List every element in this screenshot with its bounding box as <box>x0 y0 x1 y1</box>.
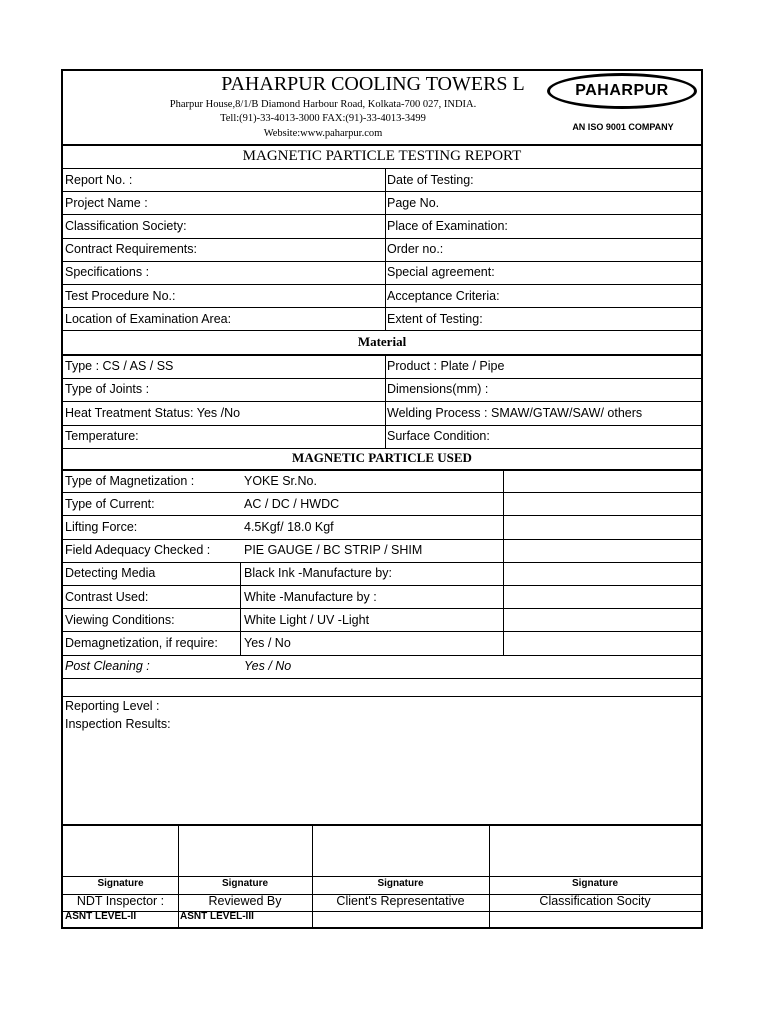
particle-label: Type of Current: <box>65 496 155 511</box>
inspection-results-area[interactable] <box>63 739 701 824</box>
particle-label: Field Adequacy Checked : <box>65 543 211 558</box>
iso-company-text: AN ISO 9001 COMPANY <box>572 122 674 132</box>
material-label-right[interactable]: Dimensions(mm) : <box>387 382 489 396</box>
general-label-right[interactable]: Place of Examination: <box>387 218 508 233</box>
paharpur-logo <box>547 73 697 109</box>
general-label-right[interactable]: Acceptance Criteria: <box>387 288 500 303</box>
company-website: Website:www.paharpur.com <box>263 128 383 139</box>
particle-label: Detecting Media <box>65 566 156 581</box>
general-label-right[interactable]: Date of Testing: <box>387 172 474 187</box>
general-label-left[interactable]: Location of Examination Area: <box>65 311 232 326</box>
particle-label: Post Cleaning : <box>65 659 150 674</box>
material-label-left[interactable]: Temperature: <box>65 429 139 443</box>
general-label-left[interactable]: Test Procedure No.: <box>65 288 176 303</box>
signature-box[interactable] <box>312 824 489 876</box>
company-name: PAHARPUR COOLING TOWERS L <box>221 73 525 95</box>
material-label-right[interactable]: Surface Condition: <box>387 429 490 443</box>
general-label-right[interactable]: Page No. <box>387 195 440 210</box>
material-label-right[interactable]: Welding Process : SMAW/GTAW/SAW/ others <box>387 405 643 420</box>
particle-value[interactable]: 4.5Kgf/ 18.0 Kgf <box>244 519 334 534</box>
report-title: MAGNETIC PARTICLE TESTING REPORT <box>242 148 522 164</box>
particle-value[interactable]: AC / DC / HWDC <box>244 496 340 511</box>
general-label-left[interactable]: Specifications : <box>65 265 150 280</box>
general-label-right[interactable]: Special agreement: <box>387 265 495 280</box>
general-label-left[interactable]: Report No. : <box>65 172 133 187</box>
particle-value[interactable]: YOKE Sr.No. <box>244 473 317 488</box>
signature-box[interactable] <box>489 824 701 876</box>
general-label-left[interactable]: Project Name : <box>65 195 148 210</box>
mpt-report-form <box>61 69 703 929</box>
particle-label: Type of Magnetization : <box>65 473 195 488</box>
material-label-right[interactable]: Product : Plate / Pipe <box>387 358 505 373</box>
particle-value[interactable]: Yes / No <box>244 659 292 674</box>
signature-caption: Signature <box>97 878 144 889</box>
signatory-role: Reviewed By <box>208 894 282 908</box>
inspection-results-label: Inspection Results: <box>65 717 171 731</box>
particle-value[interactable]: Black Ink -Manufacture by: <box>244 566 392 581</box>
particle-label: Demagnetization, if require: <box>65 635 218 650</box>
general-label-left[interactable]: Classification Society: <box>65 218 187 233</box>
signature-caption: Signature <box>377 878 424 889</box>
general-label-right[interactable]: Order no.: <box>387 242 444 257</box>
signature-box[interactable] <box>178 824 312 876</box>
particle-label: Contrast Used: <box>65 589 149 604</box>
general-label-left[interactable]: Contract Requirements: <box>65 242 198 257</box>
material-label-left[interactable]: Type of Joints : <box>65 382 150 396</box>
general-label-right[interactable]: Extent of Testing: <box>387 311 483 326</box>
signatory-role: NDT Inspector : <box>76 894 165 908</box>
material-label-left[interactable]: Type : CS / AS / SS <box>65 358 174 373</box>
material-heading: Material <box>357 334 407 349</box>
particle-label: Viewing Conditions: <box>65 612 175 627</box>
company-address: Pharpur House,8/1/B Diamond Harbour Road, Kolkata-700 027, INDIA. <box>169 99 477 110</box>
signatory-role: Classification Socity <box>539 894 651 908</box>
signature-caption: Signature <box>571 878 619 889</box>
asnt-level: ASNT LEVEL-II <box>65 911 137 922</box>
particle-value[interactable]: White Light / UV -Light <box>244 612 370 627</box>
particle-value[interactable]: PIE GAUGE / BC STRIP / SHIM <box>244 543 423 558</box>
company-phone: Tell:(91)-33-4013-3000 FAX:(91)-33-4013-3499 <box>220 113 426 124</box>
signature-caption: Signature <box>221 878 269 889</box>
particle-label: Lifting Force: <box>65 519 138 534</box>
material-label-left[interactable]: Heat Treatment Status: Yes /No <box>65 405 241 420</box>
signature-box[interactable] <box>63 824 178 876</box>
signatory-role: Client's Representative <box>336 894 465 908</box>
reporting-level-label: Reporting Level : <box>65 699 160 713</box>
asnt-level: ASNT LEVEL-III <box>180 911 254 922</box>
particle-value[interactable]: Yes / No <box>244 635 291 650</box>
particle-heading: MAGNETIC PARTICLE USED <box>292 450 472 465</box>
logo-text: PAHARPUR <box>575 82 669 99</box>
particle-value[interactable]: White -Manufacture by : <box>244 589 377 604</box>
